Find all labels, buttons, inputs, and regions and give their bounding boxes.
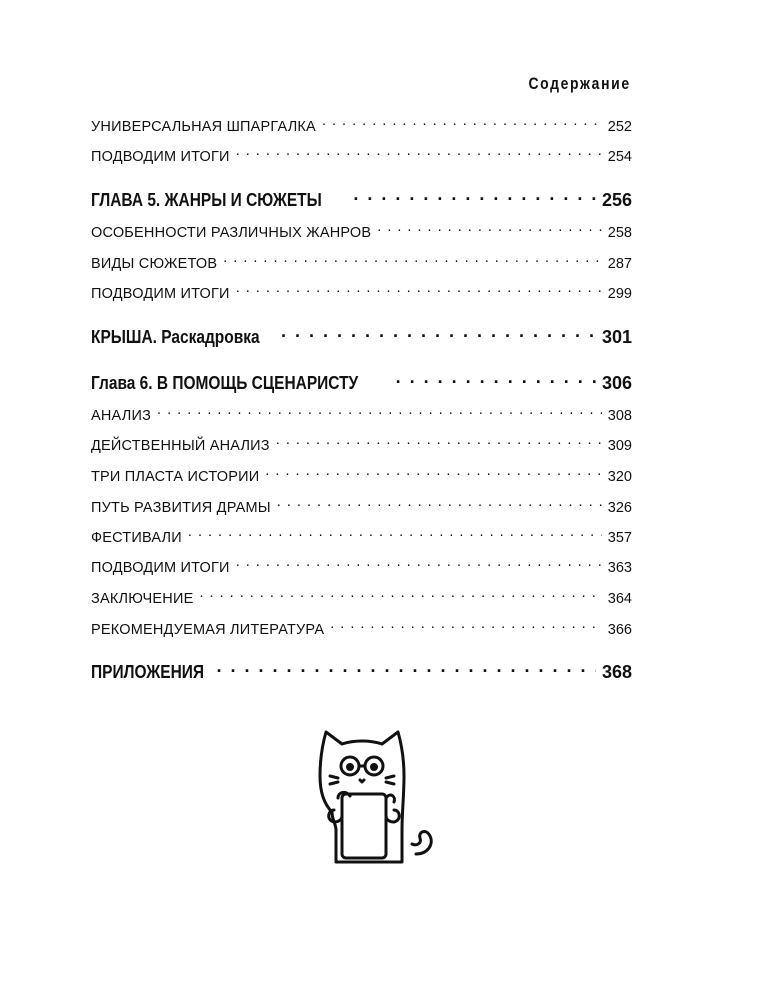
toc-entry-title: ГЛАВА 5. ЖАНРЫ И СЮЖЕТЫ bbox=[91, 190, 322, 210]
toc-leader-dots bbox=[281, 325, 596, 343]
toc-chapter-entry[interactable] bbox=[91, 188, 632, 212]
toc-entry-title: Глава 6. В ПОМОЩЬ СЦЕНАРИСТУ bbox=[91, 373, 359, 393]
toc-entry-title: ФЕСТИВАЛИ bbox=[91, 529, 182, 546]
toc-leader-dots bbox=[157, 405, 602, 420]
toc-entry-title: ДЕЙСТВЕННЫЙ АНАЛИЗ bbox=[91, 437, 270, 454]
toc-entry-title: ПОДВОДИМ ИТОГИ bbox=[91, 148, 230, 165]
toc-entry[interactable] bbox=[91, 405, 632, 425]
toc-leader-dots bbox=[330, 619, 602, 634]
toc-leader-dots bbox=[236, 146, 602, 161]
toc-entry[interactable] bbox=[91, 588, 632, 608]
cat-tail bbox=[412, 832, 431, 854]
toc-entry-page: 306 bbox=[601, 373, 632, 393]
cat-scroll bbox=[342, 794, 386, 858]
toc-entry-title: ПРИЛОЖЕНИЯ bbox=[91, 662, 205, 682]
toc-entry-page: 357 bbox=[607, 529, 632, 546]
cat-with-scroll-icon bbox=[298, 712, 438, 872]
toc-entry-page: 287 bbox=[607, 255, 632, 272]
toc-entry[interactable] bbox=[91, 116, 632, 136]
toc-entry-title: ПОДВОДИМ ИТОГИ bbox=[91, 285, 230, 302]
toc-entry-title: КРЫША. Раскадровка bbox=[91, 327, 260, 347]
toc-entry-title: УНИВЕРСАЛЬНАЯ ШПАРГАЛКА bbox=[91, 118, 316, 135]
toc-entry[interactable] bbox=[91, 253, 632, 273]
toc-leader-dots bbox=[353, 188, 596, 206]
toc-chapter-entry[interactable] bbox=[91, 371, 632, 395]
toc-entry-page: 326 bbox=[607, 499, 632, 516]
toc-entry-page: 254 bbox=[607, 148, 632, 165]
toc-entry-page: 364 bbox=[607, 590, 632, 607]
toc-entry[interactable] bbox=[91, 497, 632, 517]
toc-leader-dots bbox=[188, 527, 602, 542]
toc-entry-page: 363 bbox=[607, 559, 632, 576]
toc-entry[interactable] bbox=[91, 146, 632, 166]
toc-entry-page: 308 bbox=[607, 407, 632, 424]
toc-entry-title: ЗАКЛЮЧЕНИЕ bbox=[91, 590, 194, 607]
toc-entry-page: 320 bbox=[607, 468, 632, 485]
cat-body-outline bbox=[320, 732, 404, 862]
toc-entry-title: ПУТЬ РАЗВИТИЯ ДРАМЫ bbox=[91, 499, 271, 516]
toc-leader-dots bbox=[223, 253, 602, 268]
toc-entry-page: 299 bbox=[607, 285, 632, 302]
toc-entry[interactable] bbox=[91, 435, 632, 455]
toc-entry[interactable] bbox=[91, 557, 632, 577]
toc-entry[interactable] bbox=[91, 283, 632, 303]
toc-entry-page: 252 bbox=[607, 118, 632, 135]
toc-entry-title: ТРИ ПЛАСТА ИСТОРИИ bbox=[91, 468, 260, 485]
toc-entry-title: РЕКОМЕНДУЕМАЯ ЛИТЕРАТУРА bbox=[91, 621, 325, 638]
toc-entry-page: 301 bbox=[601, 327, 632, 347]
toc-chapter-entry[interactable] bbox=[91, 660, 632, 684]
toc-leader-dots bbox=[276, 435, 602, 450]
toc-leader-dots bbox=[199, 588, 601, 603]
toc-leader-dots bbox=[322, 116, 602, 131]
toc-entry-title: АНАЛИЗ bbox=[91, 407, 152, 424]
toc-chapter-entry[interactable] bbox=[91, 325, 632, 349]
toc-entry[interactable] bbox=[91, 527, 632, 547]
toc-leader-dots bbox=[396, 371, 596, 389]
toc-entry-title: ОСОБЕННОСТИ РАЗЛИЧНЫХ ЖАНРОВ bbox=[91, 224, 372, 241]
toc-leader-dots bbox=[236, 283, 602, 298]
toc-entry[interactable] bbox=[91, 222, 632, 242]
toc-entry-page: 258 bbox=[607, 224, 632, 241]
page-running-title: Содержание bbox=[528, 74, 631, 93]
toc-leader-dots bbox=[236, 557, 602, 572]
toc-entry[interactable] bbox=[91, 619, 632, 639]
toc-entry-page: 368 bbox=[601, 662, 632, 682]
toc-leader-dots bbox=[377, 222, 602, 237]
toc-leader-dots bbox=[277, 497, 602, 512]
toc-entry-title: ВИДЫ СЮЖЕТОВ bbox=[91, 255, 218, 272]
toc-entry[interactable] bbox=[91, 466, 632, 486]
toc-entry-title: ПОДВОДИМ ИТОГИ bbox=[91, 559, 230, 576]
toc-leader-dots bbox=[216, 660, 596, 678]
toc-entry-page: 256 bbox=[601, 190, 632, 210]
toc-entry-page: 309 bbox=[607, 437, 632, 454]
toc-leader-dots bbox=[265, 466, 601, 481]
toc-entry-page: 366 bbox=[607, 621, 632, 638]
